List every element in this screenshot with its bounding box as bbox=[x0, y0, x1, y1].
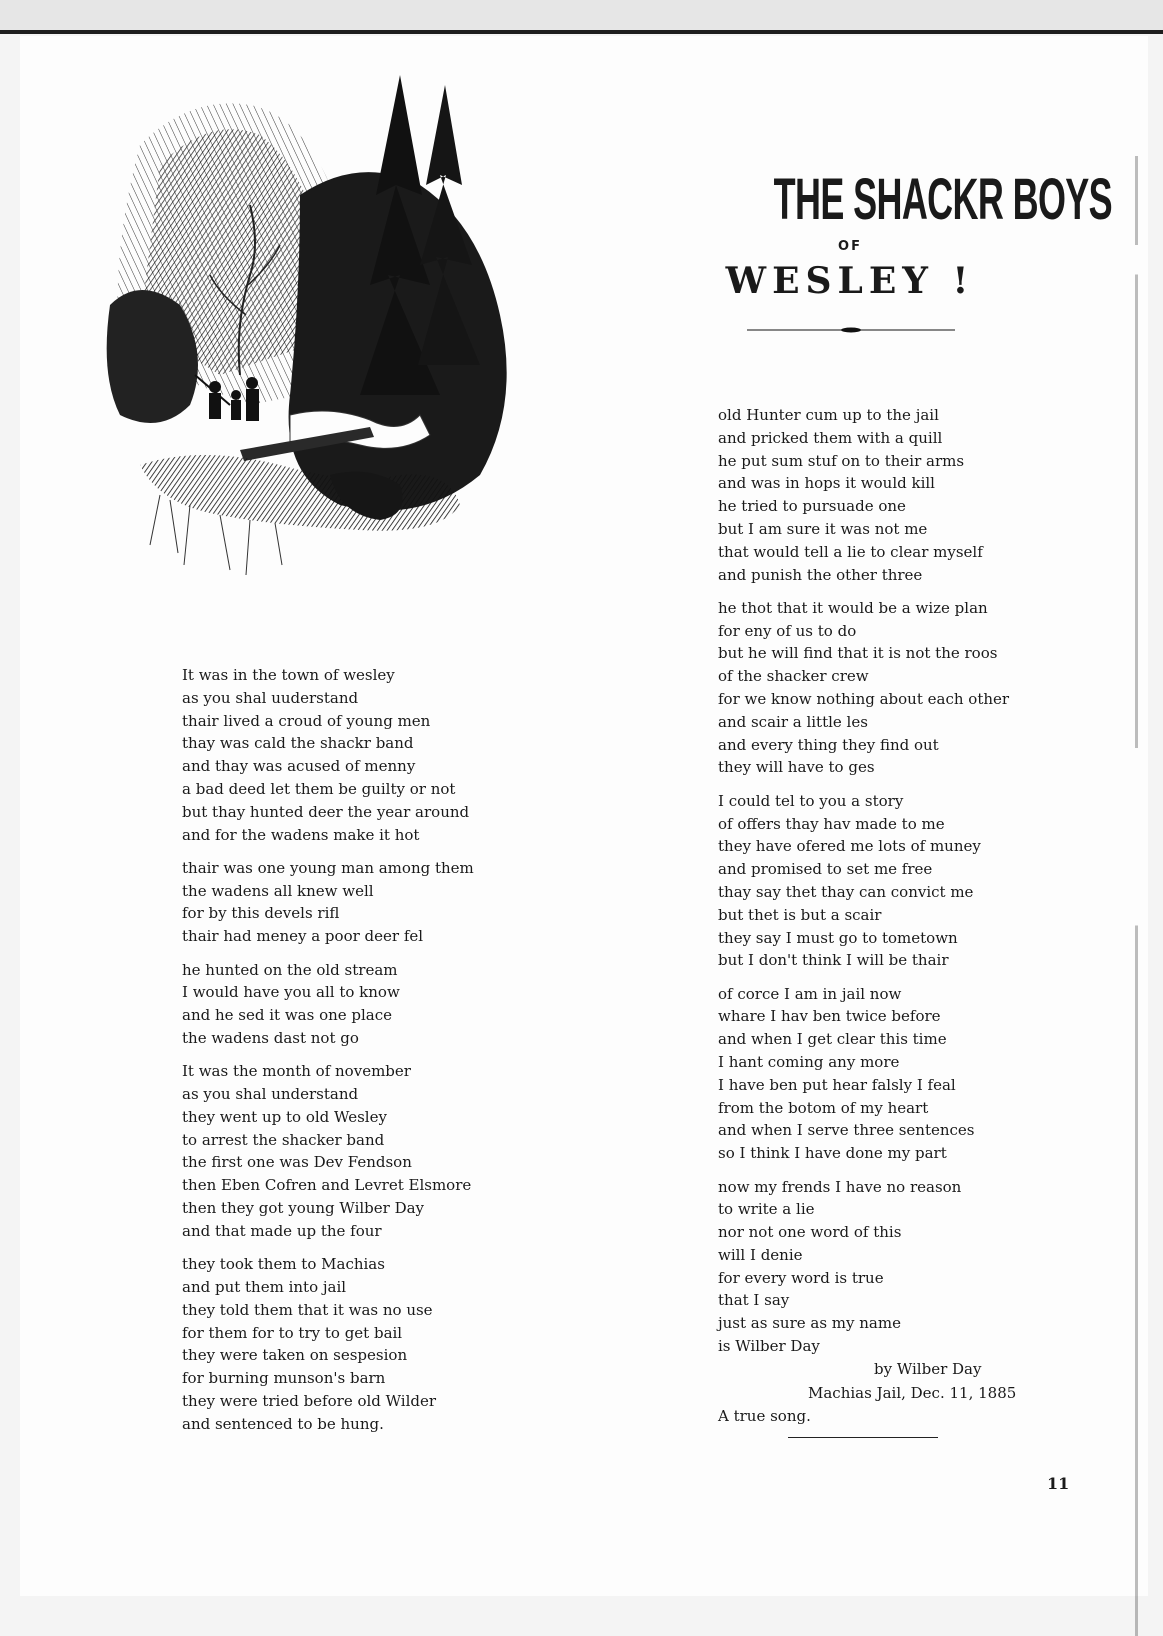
left-verse-column bbox=[182, 664, 522, 1446]
verse-line: I have ben put hear falsly I feal bbox=[718, 1075, 956, 1094]
verse-line: he tried to pursuade one bbox=[718, 497, 906, 516]
verse-line: and was in hops it would kill bbox=[718, 474, 935, 493]
verse-line: but thet is but a scair bbox=[718, 905, 882, 924]
verse-line: thay say thet thay can convict me bbox=[718, 882, 974, 901]
verse-line: that I say bbox=[718, 1291, 790, 1310]
title-ornament-rule bbox=[747, 327, 955, 333]
verse-line: and when I get clear this time bbox=[718, 1030, 947, 1049]
verse-line: they were taken on sespesion bbox=[182, 1346, 408, 1365]
verse-line: to arrest the shacker band bbox=[182, 1130, 385, 1149]
right-verse-column bbox=[718, 404, 1048, 1368]
verse-line: whare I hav ben twice before bbox=[718, 1007, 941, 1026]
verse-line: and for the wadens make it hot bbox=[182, 825, 420, 844]
stanza bbox=[182, 857, 522, 948]
verse-line: they went up to old Wesley bbox=[182, 1107, 387, 1126]
verse-line: they told them that it was no use bbox=[182, 1300, 433, 1319]
verse-line: and punish the other three bbox=[718, 565, 923, 584]
signature-place-date: Machias Jail, Dec. 11, 1885 bbox=[808, 1384, 1017, 1402]
verse-line: old Hunter cum up to the jail bbox=[718, 406, 939, 424]
stanza bbox=[182, 959, 522, 1050]
verse-line: the wadens all knew well bbox=[182, 881, 374, 900]
verse-line: and every thing they find out bbox=[718, 735, 939, 754]
verse-line: then they got young Wilber Day bbox=[182, 1199, 425, 1218]
verse-line: they will have to ges bbox=[718, 758, 875, 777]
verse-line: they say I must go to tometown bbox=[718, 928, 958, 947]
verse-line: but thay hunted deer the year around bbox=[182, 802, 470, 821]
stanza bbox=[718, 404, 1048, 586]
scan-top-margin bbox=[0, 0, 1163, 32]
verse-line: of the shacker crew bbox=[718, 667, 869, 686]
verse-line: the first one was Dev Fendson bbox=[182, 1153, 412, 1172]
verse-line: now my frends I have no reason bbox=[718, 1177, 962, 1196]
verse-line: but I don't think I will be thair bbox=[718, 951, 949, 970]
verse-line: for burning munson's barn bbox=[182, 1369, 386, 1388]
verse-line: so I think I have done my part bbox=[718, 1144, 947, 1163]
verse-line: and when I serve three sentences bbox=[718, 1121, 975, 1140]
verse-line: they were tried before old Wilder bbox=[182, 1391, 437, 1410]
signature-author: by Wilber Day bbox=[874, 1360, 982, 1378]
verse-line: It was in the town of wesley bbox=[182, 666, 395, 684]
title-main: THE SHACKR BOYS bbox=[773, 167, 1113, 232]
verse-line: but I am sure it was not me bbox=[718, 519, 928, 538]
stanza bbox=[718, 1176, 1048, 1358]
stanza bbox=[182, 1060, 522, 1242]
verse-line: of offers thay hav made to me bbox=[718, 814, 945, 833]
verse-line: as you shal understand bbox=[182, 1085, 359, 1104]
verse-line: It was the month of november bbox=[182, 1062, 411, 1081]
verse-line: they have ofered me lots of muney bbox=[718, 837, 981, 856]
verse-line: I could tel to you a story bbox=[718, 791, 904, 810]
verse-line: and scair a little les bbox=[718, 712, 868, 731]
verse-line: to write a lie bbox=[718, 1200, 815, 1219]
verse-line: thair was one young man among them bbox=[182, 858, 474, 877]
title-place: WESLEY ! bbox=[725, 260, 975, 302]
page-edge-shadow bbox=[1135, 156, 1138, 1636]
verse-line: and sentenced to be hung. bbox=[182, 1414, 384, 1433]
verse-line: they took them to Machias bbox=[182, 1255, 385, 1274]
verse-line: from the botom of my heart bbox=[718, 1098, 929, 1117]
stanza bbox=[182, 664, 522, 846]
verse-line: he thot that it would be a wize plan bbox=[718, 598, 988, 617]
verse-line: for by this devels rifl bbox=[182, 904, 340, 923]
verse-line: he hunted on the old stream bbox=[182, 960, 398, 979]
verse-line: the wadens dast not go bbox=[182, 1028, 359, 1047]
verse-line: thay was cald the shackr band bbox=[182, 734, 414, 753]
verse-line: nor not one word of this bbox=[718, 1223, 902, 1242]
verse-line: then Eben Cofren and Levret Elsmore bbox=[182, 1176, 472, 1195]
verse-line: for eny of us to do bbox=[718, 621, 857, 640]
verse-line: and put them into jail bbox=[182, 1277, 347, 1296]
verse-line: thair had meney a poor deer fel bbox=[182, 927, 424, 946]
song-title bbox=[670, 165, 1113, 302]
verse-line: and thay was acused of menny bbox=[182, 757, 416, 776]
stanza bbox=[718, 983, 1048, 1165]
verse-line: he put sum stuf on to their arms bbox=[718, 451, 965, 470]
verse-line: of corce I am in jail now bbox=[718, 984, 902, 1003]
verse-line: for we know nothing about each other bbox=[718, 690, 1010, 709]
verse-line: I hant coming any more bbox=[718, 1053, 900, 1072]
page-number: 11 bbox=[1047, 1474, 1070, 1493]
verse-line: a bad deed let them be guilty or not bbox=[182, 779, 456, 798]
stanza bbox=[718, 597, 1048, 779]
stanza bbox=[718, 790, 1048, 972]
verse-line: will I denie bbox=[718, 1245, 803, 1264]
verse-line: thair lived a croud of young men bbox=[182, 711, 431, 730]
verse-line: just as sure as my name bbox=[718, 1314, 901, 1333]
title-of: OF bbox=[838, 239, 862, 254]
verse-line: for every word is true bbox=[718, 1268, 884, 1287]
verse-line: and pricked them with a quill bbox=[718, 428, 943, 447]
verse-line: I would have you all to know bbox=[182, 983, 400, 1002]
verse-line: as you shal uuderstand bbox=[182, 688, 359, 707]
verse-line: that would tell a lie to clear myself bbox=[718, 542, 983, 561]
verse-line: but he will find that it is not the roos bbox=[718, 644, 998, 663]
verse-line: and that made up the four bbox=[182, 1221, 382, 1240]
verse-line: is Wilber Day bbox=[718, 1337, 820, 1356]
end-rule bbox=[788, 1437, 938, 1438]
verse-line: and promised to set me free bbox=[718, 860, 933, 879]
signature-note: A true song. bbox=[718, 1407, 811, 1425]
stanza bbox=[182, 1253, 522, 1435]
forest-engraving-illustration bbox=[100, 75, 530, 585]
verse-line: for them for to try to get bail bbox=[182, 1323, 403, 1342]
verse-line: and he sed it was one place bbox=[182, 1006, 393, 1025]
scan-top-rule bbox=[0, 30, 1163, 34]
